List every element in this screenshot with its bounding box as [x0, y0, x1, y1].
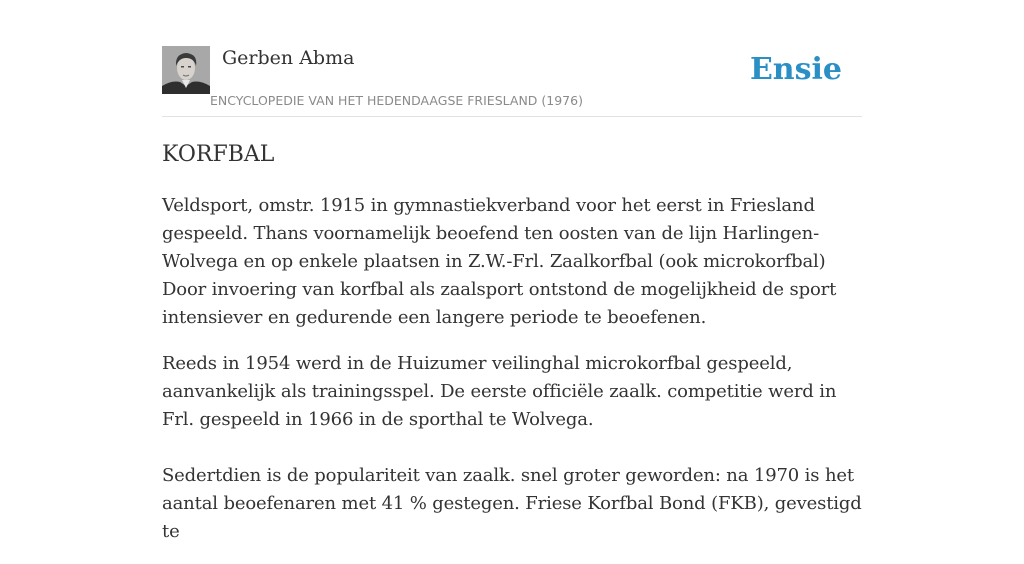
paragraph: Sedertdien is de populariteit van zaalk. snel groter geworden: na 1970 is het aantal beoefenaren met 41 % gestegen. Friese Korfbal Bond (FKB), gevestigd te	[162, 465, 862, 542]
article-header	[162, 46, 862, 117]
brand-logo[interactable]: Ensie	[749, 52, 842, 87]
page-title: KORFBAL	[162, 142, 275, 167]
paragraph-spacer	[162, 434, 862, 462]
author-avatar[interactable]	[162, 46, 210, 94]
paragraph: Veldsport, omstr. 1915 in gymnastiekverband voor het eerst in Friesland gespeeld. Thans voornamelijk beoefend ten oosten van de lijn Harlingen-Wolvega en op enkele plaatsen in Z.W.-Frl. Zaalkorfbal (ook microkorfbal) Door invoering van korfbal als zaalsport ontstond de mogelijkheid de sport intensiever en gedurende een langere periode te beoefenen.	[162, 195, 837, 328]
source-label[interactable]: ENCYCLOPEDIE VAN HET HEDENDAAGSE FRIESLAND (1976)	[210, 93, 583, 108]
paragraph: Reeds in 1954 werd in de Huizumer veilinghal microkorfbal gespeeld, aanvankelijk als trainingsspel. De eerste officiële zaalk. competitie werd in Frl. gespeeld in 1966 in de sporthal te Wolvega.	[162, 353, 837, 430]
author-name[interactable]: Gerben Abma	[222, 47, 355, 69]
article-body	[162, 192, 862, 564]
author-portrait-icon	[162, 46, 210, 94]
